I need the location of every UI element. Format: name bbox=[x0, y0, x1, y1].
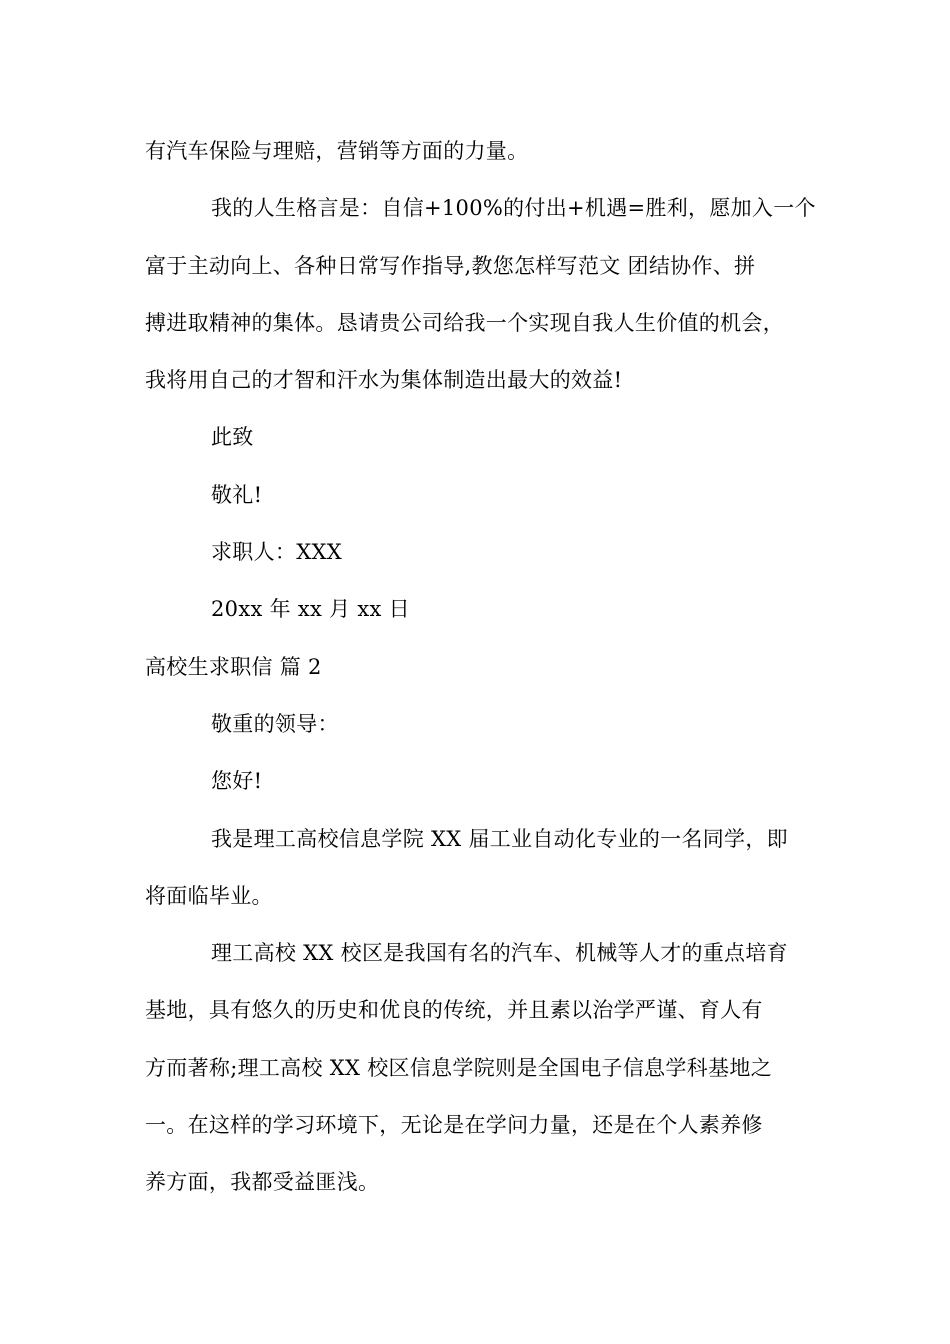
text-line: 理工高校 XX 校区是我国有名的汽车、机械等人才的重点培育 bbox=[211, 941, 788, 965]
signature-line: 求职人：XXX bbox=[211, 540, 342, 564]
text-line: 将面临毕业。 bbox=[145, 884, 273, 908]
text-line: 我将用自己的才智和汗水为集体制造出最大的效益! bbox=[145, 368, 623, 392]
closing-line: 此致 bbox=[211, 425, 254, 449]
greeting-line: 敬重的领导： bbox=[211, 712, 339, 736]
section-heading: 高校生求职信 篇 2 bbox=[145, 655, 322, 679]
text-line: 基地，具有悠久的历史和优良的传统，并且素以治学严谨、育人有 bbox=[145, 998, 763, 1022]
text-line: 富于主动向上、各种日常写作指导,教您怎样写范文 团结协作、拼 bbox=[145, 254, 756, 278]
date-line: 20xx 年 xx 月 xx 日 bbox=[211, 597, 410, 621]
closing-salutation: 敬礼! bbox=[211, 483, 263, 507]
text-line: 方而著称;理工高校 XX 校区信息学院则是全国电子信息学科基地之 bbox=[145, 1056, 772, 1080]
text-line: 有汽车保险与理赔，营销等方面的力量。 bbox=[145, 139, 529, 163]
text-line: 搏进取精神的集体。恳请贵公司给我一个实现自我人生价值的机会， bbox=[145, 311, 784, 335]
text-line: 我是理工高校信息学院 XX 届工业自动化专业的一名同学，即 bbox=[211, 827, 788, 851]
text-line: 我的人生格言是：自信+100%的付出+机遇=胜利，愿加入一个 bbox=[211, 196, 816, 220]
greeting-line: 您好! bbox=[211, 769, 263, 793]
text-line: 养方面，我都受益匪浅。 bbox=[145, 1170, 380, 1194]
text-line: 一。在这样的学习环境下，无论是在学问力量，还是在个人素养修 bbox=[145, 1113, 763, 1137]
